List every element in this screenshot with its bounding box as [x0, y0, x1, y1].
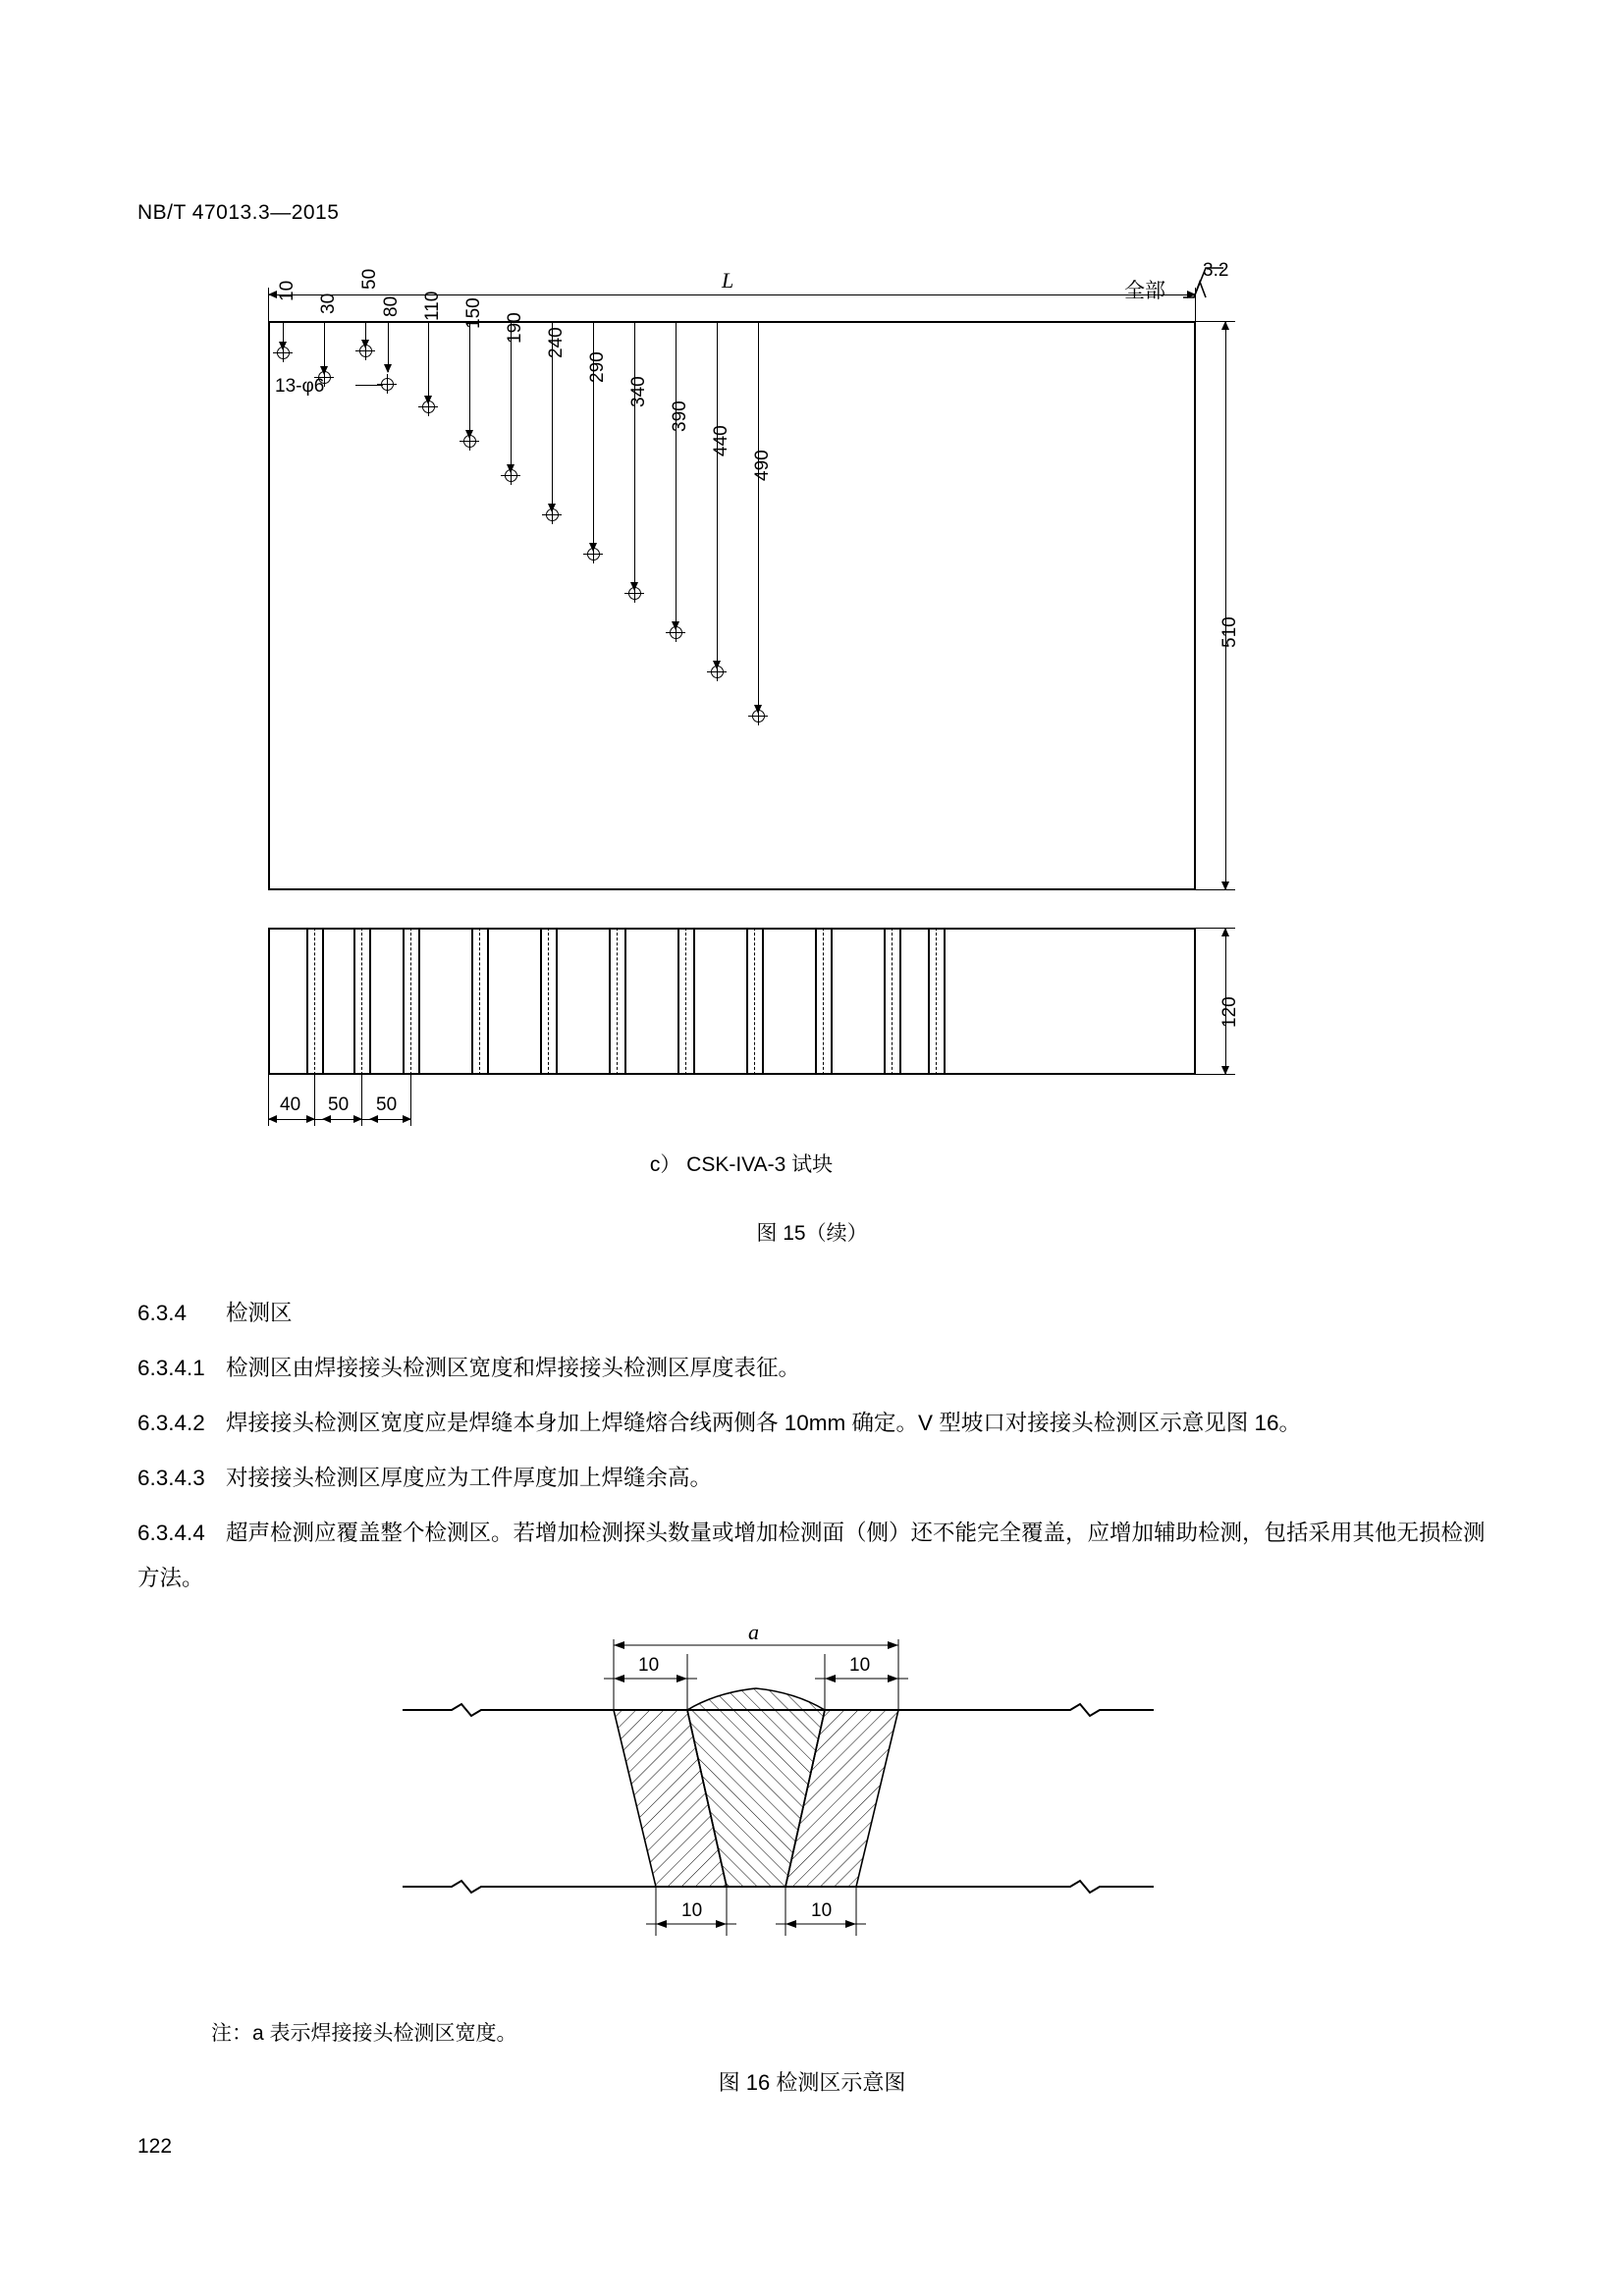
dim-bottom-left-10: 10	[681, 1900, 703, 1921]
paragraph-6343	[137, 1456, 1492, 1501]
overall-finish-label: 全部	[1124, 280, 1165, 302]
side-line-8a	[746, 928, 748, 1075]
dim-490-label: 490	[752, 450, 773, 481]
figure-15	[236, 260, 1247, 1176]
hole-440	[711, 666, 724, 678]
spacing-arrow-b	[306, 1115, 315, 1123]
side-line-2b	[369, 928, 371, 1075]
csk-iva3-top-view	[268, 321, 1196, 890]
section-6-3-4	[137, 1291, 1492, 1611]
dim-290-label: 290	[587, 351, 608, 383]
paragraph-6341-text: 检测区由焊接接头检测区宽度和焊接接头检测区厚度表征。	[226, 1356, 801, 1380]
spacing-label-50b: 50	[376, 1095, 398, 1115]
side-line-4a	[471, 928, 473, 1075]
side-line-1b	[322, 928, 324, 1075]
dim-510-ext-bottom	[1196, 889, 1235, 890]
paragraph-6344-number: 6.3.4.4	[137, 1521, 205, 1545]
spacing-label-50a: 50	[328, 1095, 350, 1115]
side-line-1a	[306, 928, 308, 1075]
side-line-11b	[944, 928, 946, 1075]
side-line-7b	[693, 928, 695, 1075]
dim-110-line	[428, 321, 429, 404]
dim-390-label: 390	[670, 400, 690, 432]
side-dash-5	[548, 928, 549, 1075]
side-line-8b	[762, 928, 764, 1075]
figure16-caption: 图 16 检测区示意图	[718, 2070, 906, 2095]
hole-150	[463, 435, 476, 448]
figure16-note: 注：a 表示焊接接头检测区宽度。	[211, 2022, 517, 2045]
page-header: NB/T 47013.3—2015	[137, 201, 340, 224]
hole-290	[587, 548, 600, 561]
side-line-3a	[403, 928, 405, 1075]
side-dash-6	[617, 928, 618, 1075]
section-heading-text: 检测区	[226, 1301, 293, 1325]
side-dash-11	[936, 928, 937, 1075]
dim-510-arrow-top	[1221, 321, 1229, 330]
paragraph-6341	[137, 1346, 1492, 1391]
dim-a-label: a	[748, 1620, 759, 1644]
dim-top-right-10: 10	[849, 1655, 871, 1676]
side-dash-1	[314, 928, 315, 1075]
dim-110-label: 110	[422, 291, 443, 321]
roughness-value: 3.2	[1203, 260, 1229, 281]
figure15-subcaption: c） CSK-IVA-3 试块	[649, 1153, 834, 1176]
section-heading	[137, 1291, 1492, 1336]
dim-190-label: 190	[505, 312, 525, 344]
hole-340	[628, 587, 641, 600]
dim-L-line	[268, 294, 1196, 295]
side-line-11a	[928, 928, 930, 1075]
paragraph-6344-text: 超声检测应覆盖整个检测区。若增加检测探头数量或增加检测面（侧）还不能完全覆盖，应增加辅助检测，包括采用其他无损检测方法。	[137, 1521, 1486, 1590]
paragraph-6343-number: 6.3.4.3	[137, 1466, 205, 1490]
dim-440-label: 440	[711, 425, 731, 456]
dim-510-ext-top	[1196, 321, 1235, 322]
hole-490	[752, 710, 765, 722]
hole-10	[277, 347, 290, 359]
side-line-10a	[884, 928, 886, 1075]
weld-detection-zone-drawing	[393, 1620, 1178, 1973]
dim-80-arrow	[384, 364, 392, 373]
paragraph-6342	[137, 1401, 1492, 1446]
dim-120-arrow-top	[1221, 928, 1229, 936]
spacing-arrow-a	[268, 1115, 277, 1123]
dim-490-line	[758, 321, 759, 714]
side-dash-9	[823, 928, 824, 1075]
side-line-3b	[418, 928, 420, 1075]
holes-leader-line	[355, 385, 383, 386]
side-line-7a	[677, 928, 679, 1075]
side-dash-2	[361, 928, 362, 1075]
spacing-arrow-e	[369, 1115, 378, 1123]
spacing-label-40: 40	[280, 1095, 301, 1115]
side-line-6b	[624, 928, 626, 1075]
hole-80	[381, 378, 394, 391]
hole-190	[505, 469, 517, 482]
section-heading-number: 6.3.4	[137, 1301, 188, 1325]
side-line-9a	[815, 928, 817, 1075]
spacing-dim-line	[268, 1119, 410, 1120]
hole-390	[670, 626, 682, 639]
dim-120-ext-top	[1196, 928, 1235, 929]
dim-30-label: 30	[318, 293, 339, 314]
paragraph-6342-text: 焊接接头检测区宽度应是焊缝本身加上焊缝熔合线两侧各 10mm 确定。V 型坡口对接接头检测区示意见图 16。	[226, 1411, 1302, 1435]
side-dash-4	[479, 928, 480, 1075]
side-dash-7	[685, 928, 686, 1075]
side-line-5b	[556, 928, 558, 1075]
dim-240-label: 240	[546, 327, 567, 358]
dim-L-label: L	[722, 268, 734, 293]
hole-50	[359, 345, 372, 357]
hole-110	[422, 400, 435, 413]
side-line-10b	[899, 928, 901, 1075]
side-dash-10	[892, 928, 893, 1075]
side-line-6a	[609, 928, 611, 1075]
dim-340-label: 340	[628, 376, 649, 407]
dim-10-label: 10	[277, 280, 298, 301]
csk-iva3-side-view	[268, 928, 1196, 1075]
paragraph-6343-text: 对接接头检测区厚度应为工件厚度加上焊缝余高。	[226, 1466, 713, 1490]
page-number: 122	[137, 2135, 173, 2158]
dim-150-line	[469, 321, 470, 439]
dim-bottom-right-10: 10	[811, 1900, 833, 1921]
hole-240	[546, 508, 559, 521]
paragraph-6342-number: 6.3.4.2	[137, 1411, 205, 1435]
dim-120-label: 120	[1219, 996, 1240, 1028]
dim-top-left-10: 10	[638, 1655, 660, 1676]
dim-50-label: 50	[359, 268, 380, 290]
side-line-5a	[540, 928, 542, 1075]
dim-120-ext-bottom	[1196, 1074, 1235, 1075]
dim-L-arrow-left	[268, 291, 277, 298]
paragraph-6341-number: 6.3.4.1	[137, 1356, 205, 1380]
side-dash-3	[410, 928, 411, 1075]
side-line-9b	[831, 928, 833, 1075]
dim-190-line	[511, 321, 512, 473]
spacing-arrow-d	[353, 1115, 362, 1123]
paragraph-6344	[137, 1511, 1492, 1601]
dim-390-line	[676, 321, 677, 630]
side-line-2a	[353, 928, 355, 1075]
dim-510-label: 510	[1219, 616, 1240, 648]
spacing-arrow-c	[322, 1115, 331, 1123]
dim-510-line	[1225, 321, 1226, 890]
dim-80-label: 80	[381, 295, 402, 317]
side-dash-8	[754, 928, 755, 1075]
dim-440-line	[717, 321, 718, 669]
spacing-arrow-f	[403, 1115, 411, 1123]
figure-16	[393, 1620, 1178, 1993]
holes-count-label: 13-φ6	[275, 376, 325, 397]
side-line-4b	[487, 928, 489, 1075]
dim-340-line	[634, 321, 635, 591]
figure15-caption: 图 15（续）	[756, 1222, 868, 1245]
dim-150-label: 150	[463, 297, 484, 329]
